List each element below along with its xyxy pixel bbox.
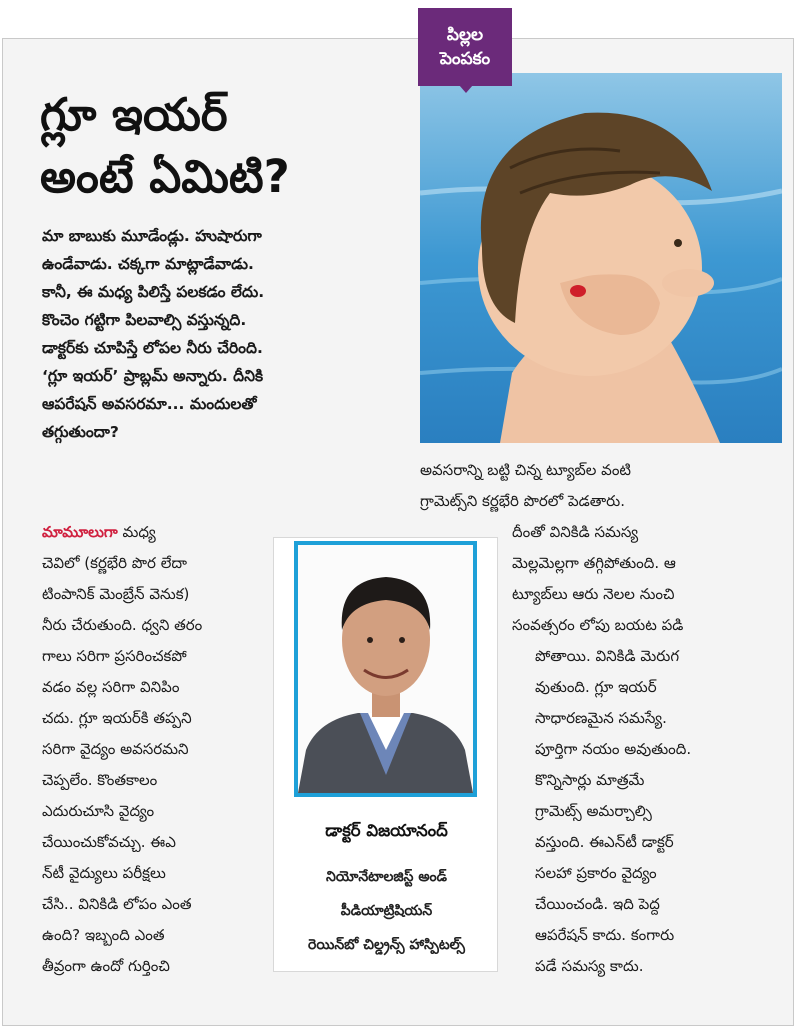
answer-line: పూర్తిగా నయం అవుతుంది. (535, 740, 692, 758)
headline (40, 84, 410, 208)
answer-line: గ్రామెట్స్ అమర్చాల్సి (535, 802, 652, 820)
doctor-credentials (274, 860, 499, 962)
answer-line: దీంతో వినికిడి సమస్య (512, 523, 639, 541)
doctor-name: డాక్టర్ విజయానంద్ (325, 821, 448, 840)
answer-line: చేయించుకోవచ్చు. ఈఎ (42, 833, 176, 851)
badge-line-2: పెంపకం (439, 49, 491, 69)
answer-column-left (42, 517, 272, 982)
question-line: ‘గ్లూ ఇయర్’ ప్రాబ్లమ్ అన్నారు. దీనికి (42, 367, 264, 385)
answer-line: న్‌టీ వైద్యులు పరీక్షలు (42, 864, 166, 882)
answer-line: టింపానిక్ మెంబ్రేన్ వెనుక) (42, 585, 190, 603)
question-line: ఆపరేషన్ అవసరమా... మందులతో (42, 395, 257, 413)
reader-question (42, 222, 412, 446)
doctor-card (273, 537, 498, 972)
answer-line: పోతాయి. వినికిడి మెరుగ (535, 647, 680, 665)
answer-right-top (420, 455, 790, 517)
answer-line: ఎదురుచూసి వైద్యం (42, 802, 155, 820)
answer-right-mid (512, 517, 782, 641)
answer-line: నీరు చేరుతుంది. ధ్వని తరం (42, 616, 203, 634)
answer-line: సలహా ప్రకారం వైద్యం (535, 864, 657, 882)
answer-line: పడే సమస్య కాదు. (535, 957, 644, 975)
answer-line: చెవిలో (కర్ణభేరి పొర లేదా (42, 554, 187, 572)
answer-line: సంవత్సరం లోపు బయట పడి (512, 616, 684, 634)
answer-line: గాలు సరిగా ప్రసరించకపో (42, 647, 187, 665)
question-line: డాక్టర్‌కు చూపిస్తే లోపల నీరు చేరింది. (42, 339, 263, 357)
doctor-photo (294, 541, 477, 797)
question-line: ఉండేవాడు. చక్కగా మాట్లాడేవాడు. (42, 255, 254, 273)
answer-line: చేయించండి. ఇది పెద్ద (535, 895, 660, 913)
answer-line: ఆపరేషన్ కాదు. కంగారు (535, 926, 675, 944)
answer-first-line (42, 517, 272, 548)
answer-line: తీవ్రంగా ఉందో గుర్తించి (42, 957, 170, 975)
section-badge (418, 8, 512, 86)
highlight-word: మామూలుగా (42, 523, 118, 541)
badge-notch (459, 85, 473, 93)
question-line: కొంచెం గట్టిగా పిలవాల్సి వస్తున్నది. (42, 311, 247, 329)
boy-photo (420, 73, 782, 443)
answer-line: వస్తుంది. ఈఎన్‌టీ డాక్టర్ (535, 833, 674, 851)
headline-line-1: గ్లూ ఇయర్ (40, 88, 228, 141)
answer-first-rest: మధ్య (117, 523, 156, 541)
question-line: తగ్గుతుందా? (42, 423, 119, 441)
answer-line: చేసి.. వినికిడి లోపం ఎంత (42, 895, 192, 913)
answer-line: సరిగా వైద్యం అవసరమని (42, 740, 189, 758)
answer-line: గ్రామెట్స్‌ని కర్ణభేరి పొరలో పెడతారు. (420, 492, 626, 510)
answer-line: మెల్లమెల్లగా తగ్గిపోతుంది. ఆ (512, 554, 676, 572)
answer-line: సాధారణమైన సమస్యే. (535, 709, 667, 727)
question-line: మా బాబుకు మూడేండ్లు. హుషారుగా (42, 227, 262, 245)
answer-line: ట్యూబ్‌లు ఆరు నెలల నుంచి (512, 585, 675, 603)
answer-line: ఉంది? ఇబ్బంది ఎంత (42, 926, 165, 944)
question-line: కానీ, ఈ మధ్య పిలిస్తే పలకడం లేదు. (42, 283, 265, 301)
headline-line-2: అంటే ఏమిటి? (40, 150, 290, 203)
answer-line: వడం వల్ల సరిగా వినిపిం (42, 678, 180, 696)
answer-line: వుతుంది. గ్లూ ఇయర్ (535, 678, 657, 696)
answer-line: అవసరాన్ని బట్టి చిన్న ట్యూబ్‌ల వంటి (420, 461, 632, 479)
answer-line: కొన్నిసార్లు మాత్రమే (535, 771, 645, 789)
doctor-hospital: రెయిన్‌బో చిల్డ్రన్స్ హాస్పిటల్స్ (308, 937, 465, 953)
answer-line: చదు. గ్లూ ఇయర్‌కి తప్పని (42, 709, 192, 727)
answer-line: చెప్పలేం. కొంతకాలం (42, 771, 158, 789)
doctor-title-2: పీడియాట్రిషియన్ (340, 903, 433, 919)
badge-line-1: పిల్లల (446, 25, 484, 45)
answer-right-bottom (535, 641, 785, 982)
doctor-title-1: నియోనేటాలజిస్ట్ అండ్ (326, 869, 447, 885)
